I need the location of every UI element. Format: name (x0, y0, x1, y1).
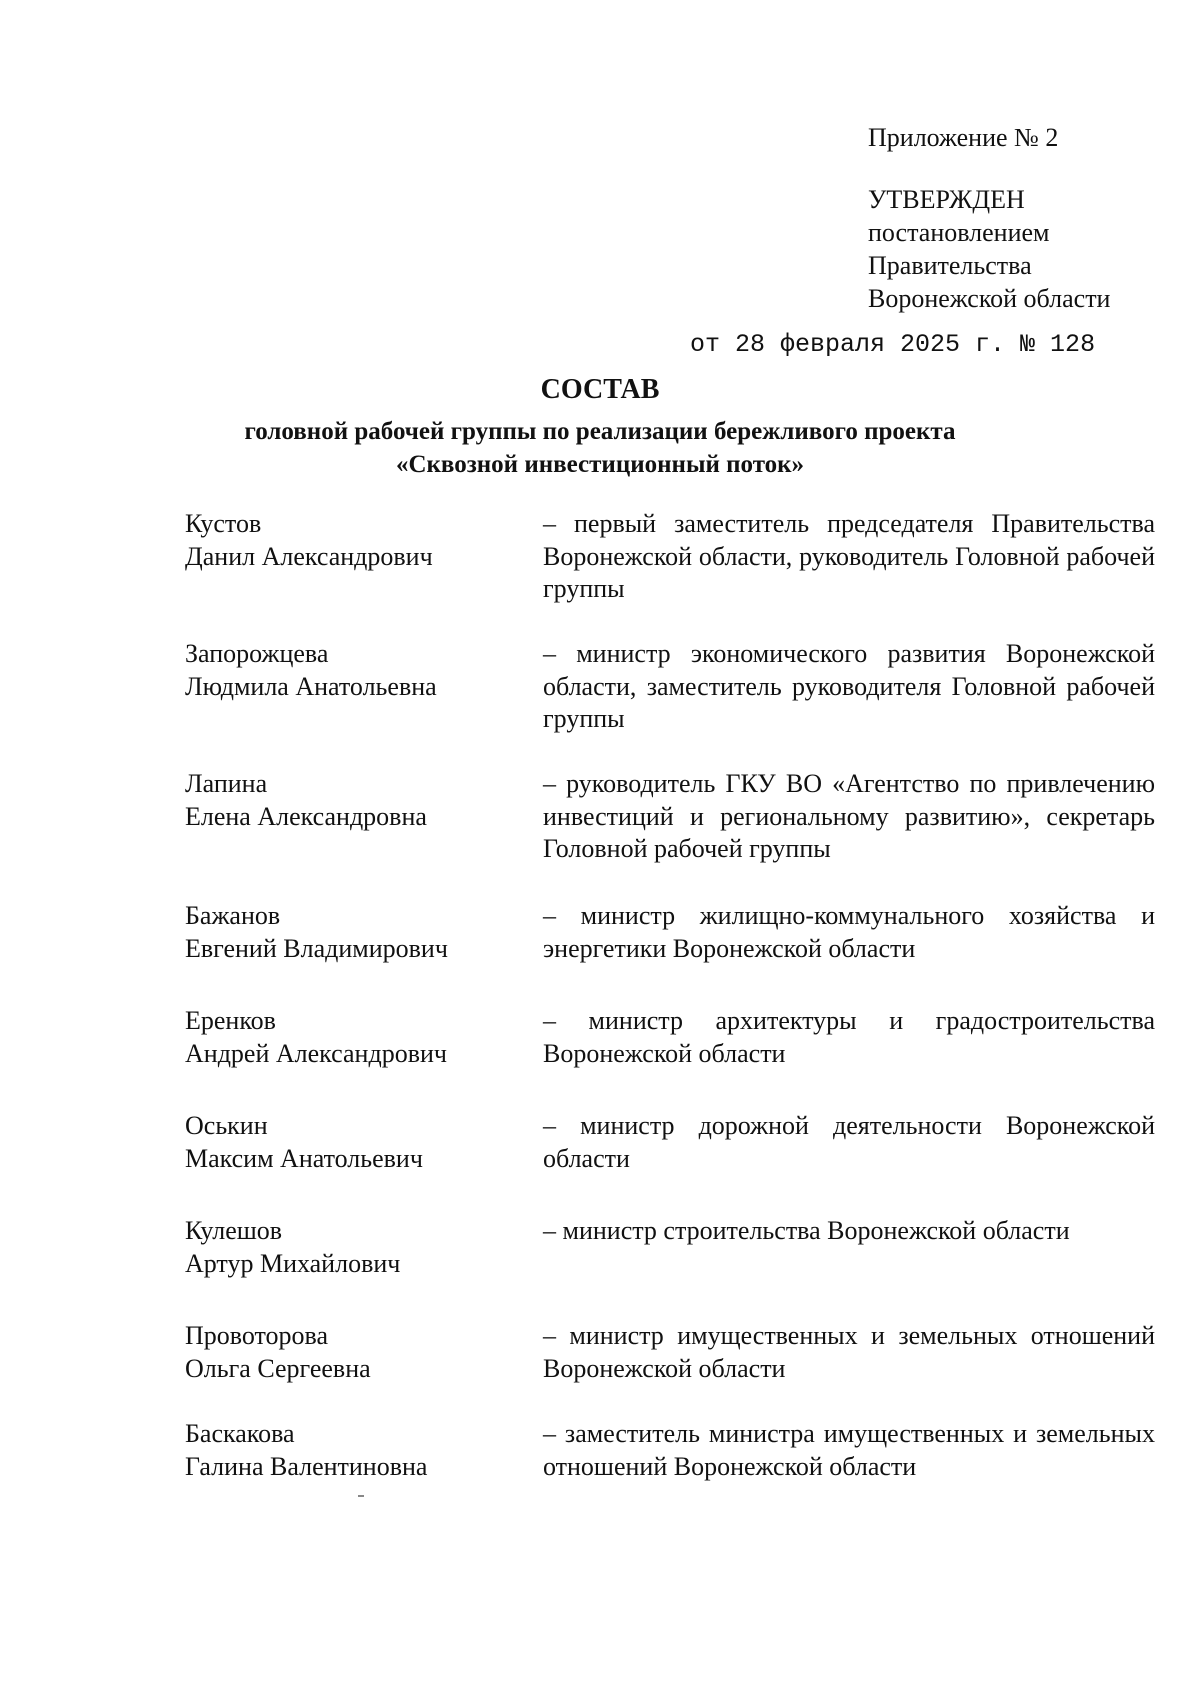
member-given-name: Галина Валентиновна (185, 1451, 428, 1481)
member-name (185, 638, 515, 703)
approval-line: Правительства (868, 251, 1032, 280)
appendix-number: Приложение № 2 (868, 123, 1059, 152)
approval-line: постановлением (868, 218, 1050, 247)
member-surname: Кустов (185, 509, 262, 538)
member-name (185, 1005, 515, 1070)
approval-line: УТВЕРЖДЕН (868, 185, 1025, 214)
member-surname: Бажанов (185, 901, 281, 930)
member-role: – министр имущественных и земельных отношений Воронежской области (543, 1321, 1155, 1383)
member-name (185, 1215, 515, 1280)
member-role: – министр строительства Воронежской области (543, 1216, 1070, 1245)
member-role: – министр экономического развития Воронежской области, заместитель руководителя Головной рабочей группы (543, 639, 1155, 733)
member-name (185, 508, 515, 573)
member-surname: Оськин (185, 1111, 268, 1140)
member-name (185, 900, 515, 965)
member-surname: Провоторова (185, 1321, 329, 1350)
member-name (185, 768, 515, 833)
document-title: СОСТАВ (540, 374, 660, 405)
member-surname: Кулешов (185, 1216, 283, 1245)
member-role: – заместитель министра имущественных и земельных отношений Воронежской области (543, 1419, 1155, 1481)
member-given-name: Артур Михайлович (185, 1248, 401, 1278)
member-role: – министр архитектуры и градостроительства Воронежской области (543, 1006, 1155, 1068)
member-given-name: Данил Александрович (185, 541, 433, 571)
approval-line: Воронежской области (868, 284, 1111, 313)
member-role: – министр дорожной деятельности Воронежской области (543, 1111, 1155, 1173)
member-given-name: Максим Анатольевич (185, 1143, 423, 1173)
member-name (185, 1110, 515, 1175)
subtitle-line: «Сквозной инвестиционный поток» (395, 451, 805, 478)
member-surname: Лапина (185, 769, 268, 798)
member-given-name: Евгений Владимирович (185, 933, 448, 963)
member-role: – министр жилищно-коммунального хозяйства и энергетики Воронежской области (543, 901, 1155, 963)
member-given-name: Андрей Александрович (185, 1038, 447, 1068)
subtitle-line: головной рабочей группы по реализации бережливого проекта (244, 418, 956, 445)
member-role: – руководитель ГКУ ВО «Агентство по привлечению инвестиций и региональному развитию», секретарь Головной рабочей группы (543, 769, 1155, 863)
member-name (185, 1418, 515, 1483)
member-given-name: Ольга Сергеевна (185, 1353, 371, 1383)
member-given-name: Людмила Анатольевна (185, 671, 437, 701)
member-role: – первый заместитель председателя Правительства Воронежской области, руководитель Головной рабочей группы (543, 509, 1155, 603)
member-surname: Баскакова (185, 1419, 295, 1448)
member-given-name: Елена Александровна (185, 801, 427, 831)
scan-speck (358, 1495, 364, 1497)
member-name (185, 1320, 515, 1385)
member-surname: Запорожцева (185, 639, 329, 668)
decree-date-stamp: от 28 февраля 2025 г. № 128 (690, 330, 1096, 359)
member-surname: Еренков (185, 1006, 276, 1035)
